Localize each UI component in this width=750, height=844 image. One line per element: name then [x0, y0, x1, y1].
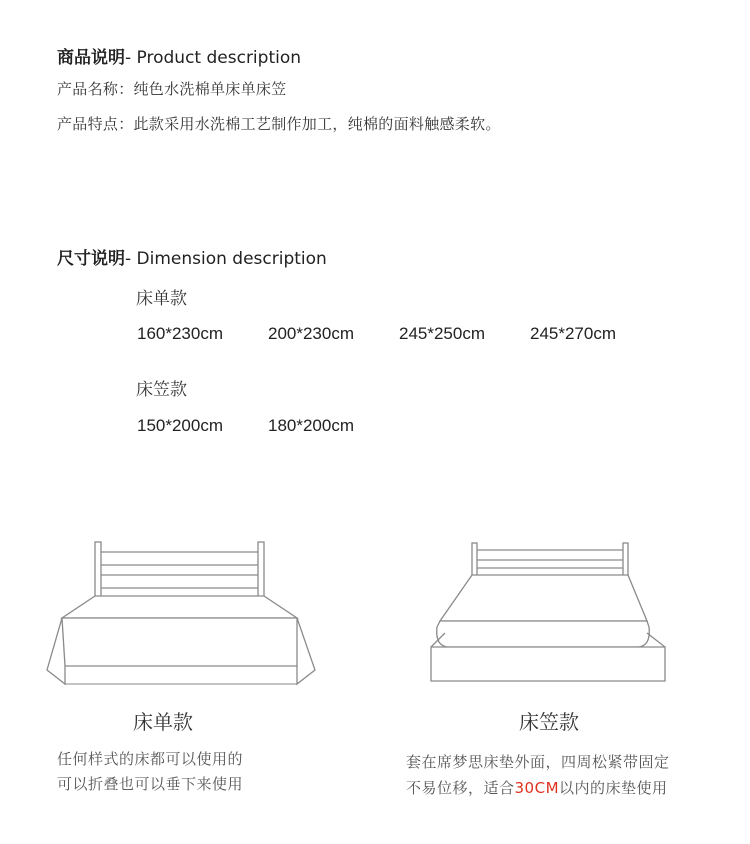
sheet-top — [62, 596, 297, 618]
sheet-size-1: 160*230cm — [137, 324, 224, 343]
fitted-desc-line1: 套在席梦思床垫外面，四周松紧带固定 — [406, 753, 670, 771]
fitted-sheet-bed-illustration — [425, 535, 685, 685]
fitted-desc-line2-post: 以内的床垫使用 — [559, 779, 668, 797]
sheet-drape — [47, 618, 315, 684]
flat-sheet-bed-illustration — [35, 530, 335, 700]
dimension-heading — [57, 244, 327, 269]
product-heading-cn: 商品说明 — [57, 48, 125, 68]
fitted-desc-line2-pre: 不易位移，适合 — [406, 779, 515, 797]
mattress-front — [437, 621, 650, 647]
sheet-size-3: 245*250cm — [399, 324, 486, 343]
fitted-caption: 床笠款 — [519, 710, 579, 734]
fitted-size-2: 180*200cm — [268, 416, 355, 435]
product-heading — [57, 43, 301, 68]
sheet-size-2: 200*230cm — [268, 324, 355, 343]
sheet-size-label: 床单款 — [136, 289, 187, 309]
dimension-heading-cn: 尺寸说明 — [57, 249, 125, 269]
mattress-top — [440, 575, 647, 621]
sheet-desc-line2: 可以折叠也可以垂下来使用 — [57, 775, 244, 793]
fitted-desc-highlight: 30CM — [514, 779, 560, 797]
product-name-line: 产品名称：纯色水洗棉单床单床笠 — [57, 80, 287, 98]
fitted-desc-line2 — [406, 777, 668, 798]
dimension-heading-en: - Dimension description — [125, 249, 327, 269]
bed-base — [431, 647, 665, 681]
fitted-size-1: 150*200cm — [137, 416, 224, 435]
product-heading-en: - Product description — [125, 48, 302, 68]
fitted-size-label: 床笠款 — [136, 380, 187, 400]
sheet-size-4: 245*270cm — [530, 324, 617, 343]
sheet-caption: 床单款 — [133, 710, 193, 734]
product-feature-line: 产品特点：此款采用水洗棉工艺制作加工，纯棉的面料触感柔软。 — [57, 115, 501, 133]
sheet-desc-line1: 任何样式的床都可以使用的 — [57, 750, 244, 768]
